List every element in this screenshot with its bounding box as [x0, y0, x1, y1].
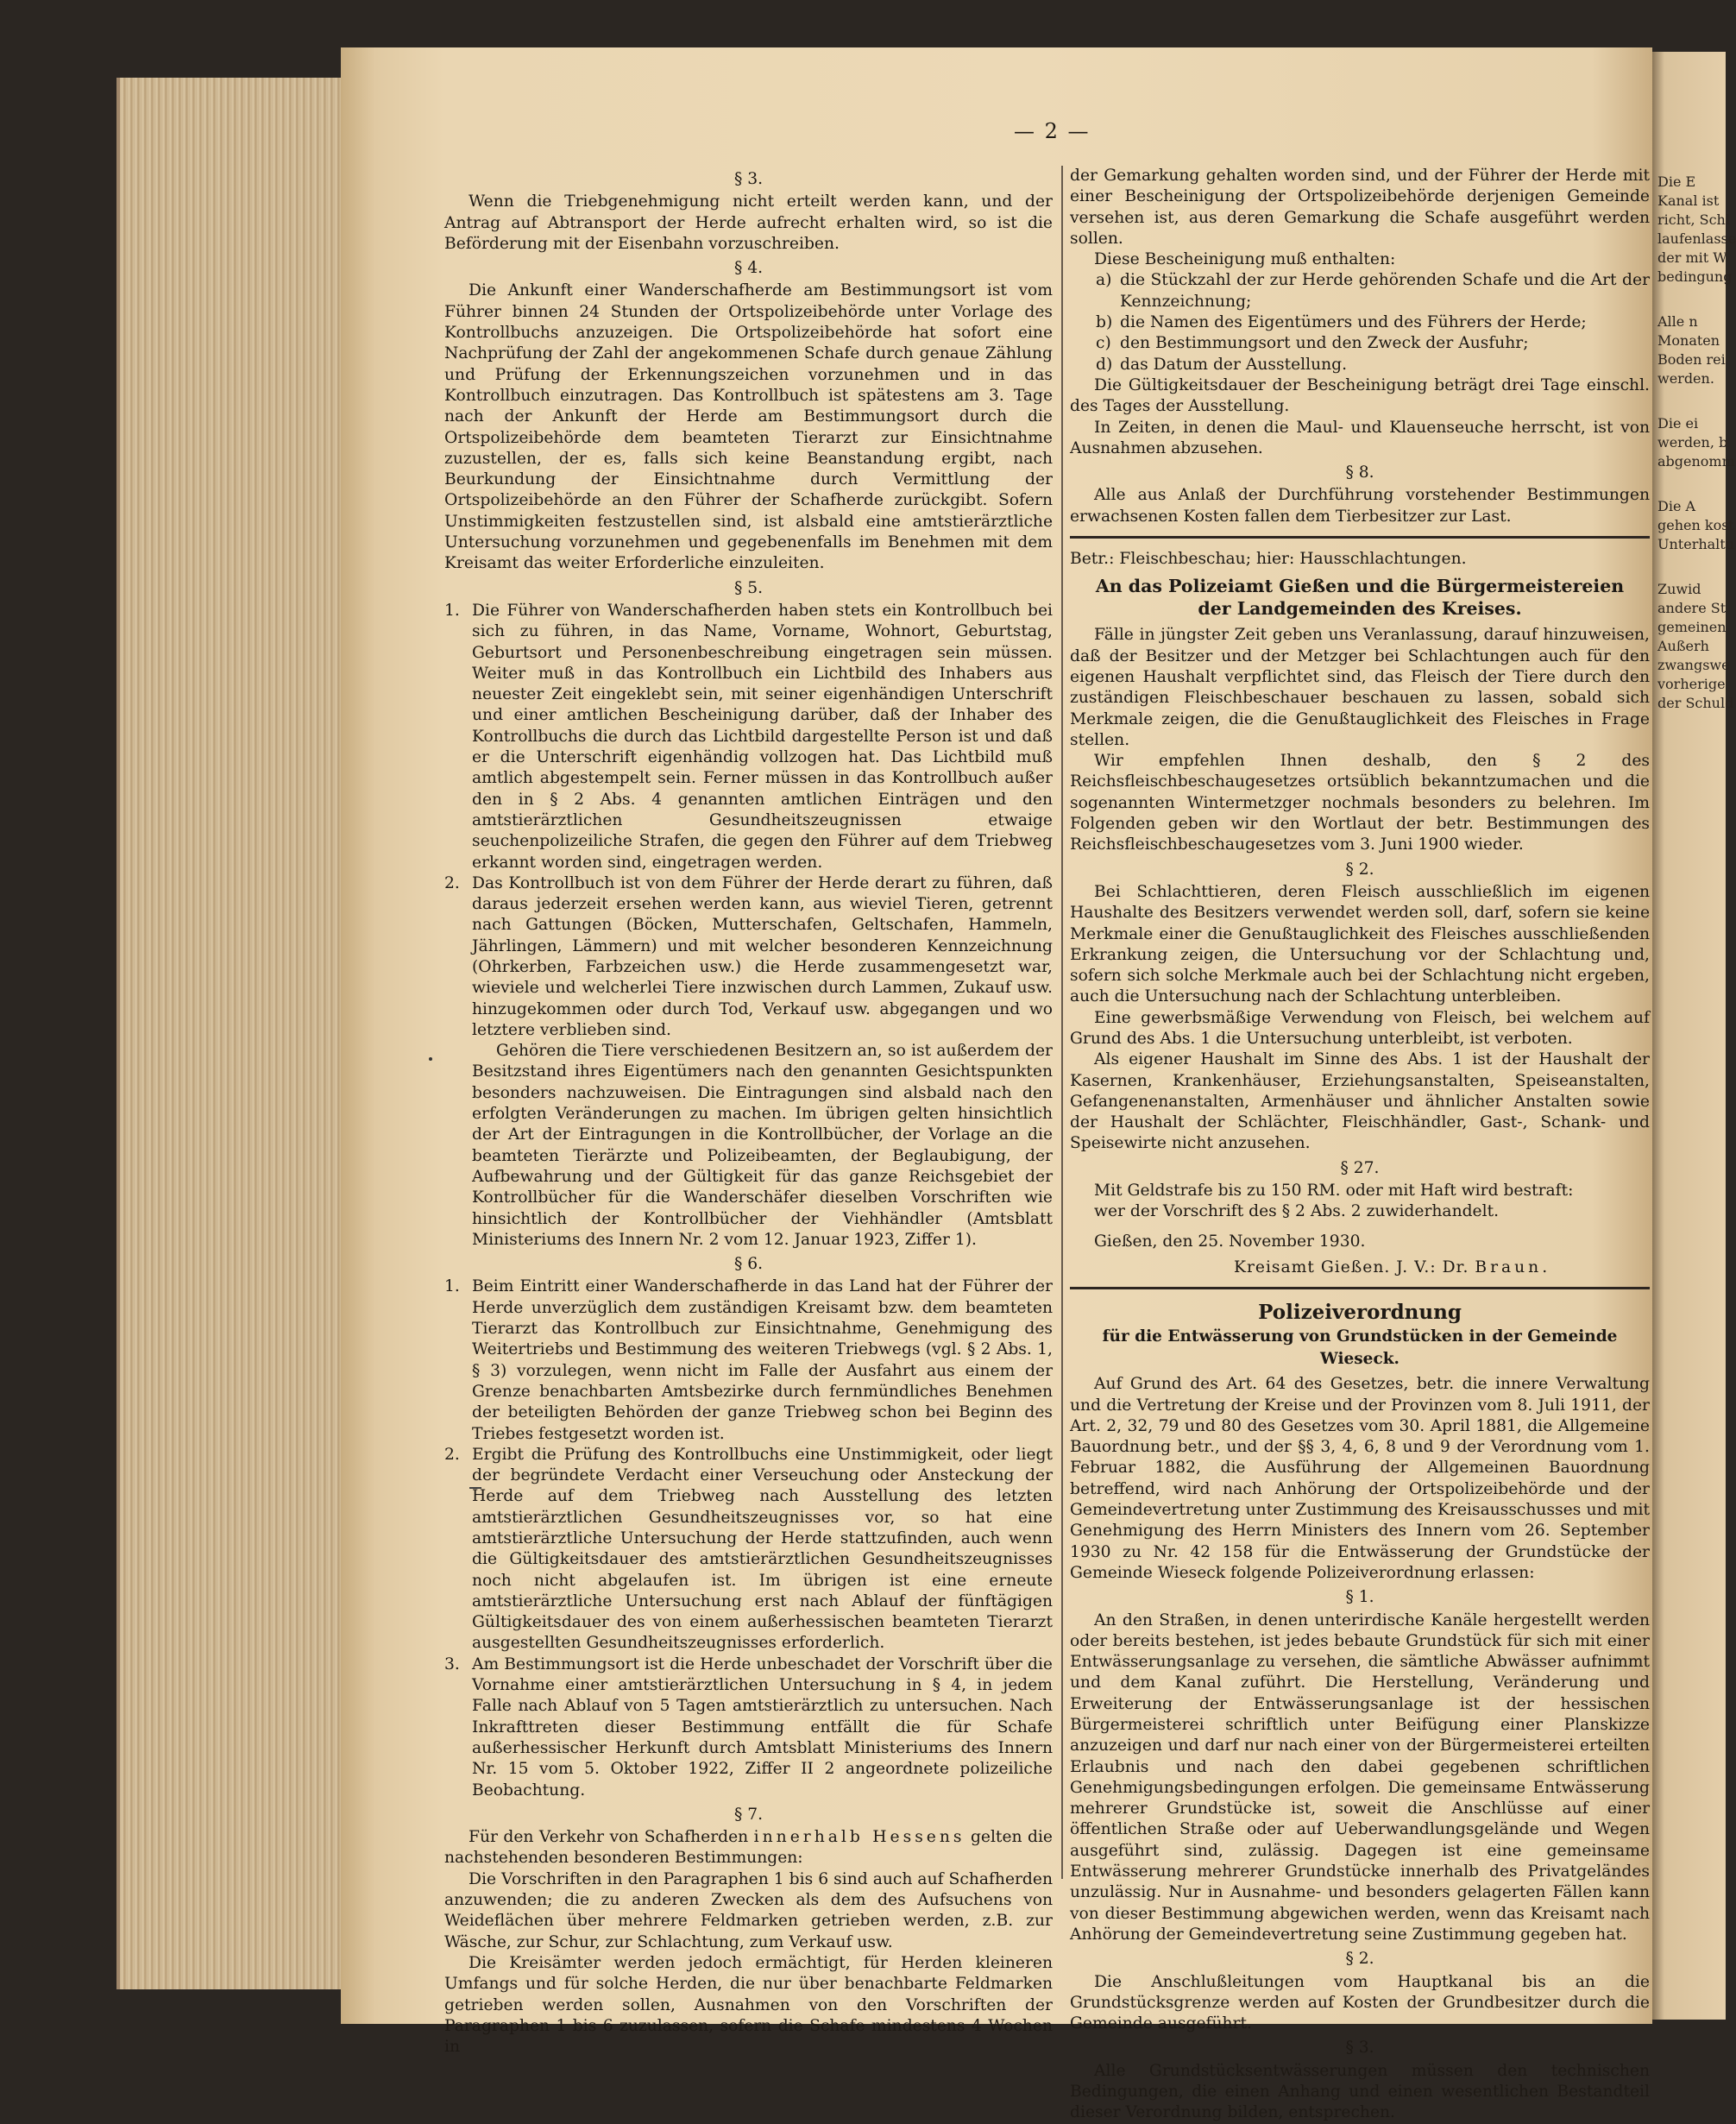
item-text: Gehören die Tiere verschiedenen Besitzern an, so ist außerdem der Besitzstand ihres Eigentümers nach den genannten Gesichtspunkten besonders nachzuweisen. Die Eintragungen sind alsbald nach den erfolgten Veränderungen zu machen. Im übrigen gelten hinsichtlich der Art der Eintragungen in die Kontrollbücher, der Vorlage an die beamteten Tierärzte und Polizeibeamten, der Beglaubigung, der Aufbewahrung und der Gültigkeit für das ganze Reichsgebiet der Kontrollbücher für die Wanderschäfer dieselben Vorschriften wie hinsichtlich der Kontrollbücher der Viehhändler (Amtsblatt Ministeriums des Innern Nr. 2 vom 12. Januar 1923, Ziffer 1). — [472, 1042, 1053, 1249]
paragraph: wer der Vorschrift des § 2 Abs. 2 zuwiderhandelt. — [1094, 1202, 1500, 1221]
next-page-line: vorherige — [1657, 676, 1726, 692]
next-page-gap — [1652, 287, 1726, 312]
numbered-item — [444, 1445, 1053, 1654]
numbered-item — [444, 601, 1053, 873]
section-heading: § 1. — [1345, 1588, 1374, 1607]
next-page-line: andere St — [1657, 600, 1727, 616]
item-number: 1. — [444, 601, 460, 620]
next-page-text — [1652, 52, 1736, 713]
list-text: das Datum der Ausstellung. — [1120, 355, 1348, 374]
list-letter: d) — [1096, 355, 1113, 374]
text-span: Für den Verkehr von Schafherden — [469, 1828, 749, 1847]
paragraph: Eine gewerbsmäßige Verwendung von Fleisch, bei welchem auf Grund des Abs. 1 die Untersuchung unterbleibt, ist verboten. — [1070, 1008, 1650, 1048]
next-page-line: werden. — [1657, 370, 1714, 387]
paragraph: Bei Schlachttieren, deren Fleisch ausschließlich im eigenen Haushalte des Besitzers verwendet werden soll, darf, sofern sie keine Merkmale einer die Genußtauglichkeit des Fleisches ausschließenden Erkrankung zeigen, die Untersuchung vor der Schlachtung und, sofern sich solche Merkmale auch bei der Schlachtung nicht ergeben, auch die Untersuchung nach der Schlachtung unterbleiben. — [1070, 882, 1650, 1006]
left-column — [444, 166, 1053, 2058]
paragraph: Die Kreisämter werden jedoch ermächtigt, für Herden kleineren Umfangs und für solche Herden, die nur über benachbarte Feldmarken getrieben werden sollen, Ausnahmen von den Vorschriften der Paragraphen 1 bis 6 zuzulassen, sofern die Schafe mindestens 4 Wochen in — [444, 1953, 1053, 2057]
list-text: die Namen des Eigentümers und des Führers der Herde; — [1120, 313, 1587, 332]
paragraph: Auf Grund des Art. 64 des Gesetzes, betr. die innere Verwaltung und die Vertretung der Kreise und der Provinzen vom 8. Juli 1911, der Art. 2, 32, 79 und 80 des Gesetzes vom 30. April 1881, die Allgemeine Bauordnung betr., und der §§ 3, 4, 6, 8 und 9 der Verordnung vom 1. Februar 1882, die Ausführung der Allgemeinen Bauordnung betreffend, wird nach Anhörung der Ortspolizeibehörde und der Gemeindevertretung unter Zustimmung des Kreisausschusses und mit Genehmigung des Herrn Ministers des Innern vom 26. September 1930 zu Nr. 42 158 für die Entwässerung der Grundstücke der Gemeinde Wieseck folgende Polizeiverordnung erlassen: — [1070, 1375, 1650, 1582]
next-page-line: Außerh — [1657, 638, 1709, 654]
section-heading: § 3. — [733, 170, 764, 188]
horizontal-rule — [1070, 1287, 1650, 1289]
paragraph: Die Vorschriften in den Paragraphen 1 bis 6 sind auch auf Schafherden anzuwenden; die zu anderen Zwecken als dem des Aufsuchens von Weideflächen über mehrere Feldmarken getrieben werden, z.B. zur Wäsche, zur Schur, zur Schlachtung, zum Verkauf usw. — [444, 1869, 1053, 1951]
next-page-gap — [1652, 471, 1726, 497]
next-page-line: Die A — [1657, 498, 1696, 514]
section-heading: § 27. — [1340, 1158, 1380, 1177]
text-span: gelten die nachstehenden besonderen Bestimmungen: — [444, 1828, 1053, 1868]
column-divider — [1061, 166, 1063, 1879]
item-text: Am Bestimmungsort ist die Herde unbeschadet der Vorschrift über die Vornahme einer amtstierärztlichen Untersuchung in § 4, in jedem Falle nach Ablauf von 5 Tagen amtstierärztlich zu untersuchen. Nach Inkrafttreten dieser Bestimmung entfällt die für Schafe außerhessischer Herkunft durch Amtsblatt Ministeriums des Innern Nr. 15 vom 5. Oktober 1922, Ziffer II 2 angeordnete polizeiliche Beobachtung. — [472, 1654, 1053, 1799]
item-number: 1. — [444, 1277, 460, 1296]
signature-name: Braun. — [1475, 1257, 1551, 1276]
ordinance-title: Polizeiverordnung — [1258, 1301, 1462, 1325]
address-heading: An das Polizeiamt Gießen und die Bürgermeistereien — [1095, 576, 1625, 597]
paragraph: Die Ankunft einer Wanderschafherde am Bestimmungsort ist vom Führer binnen 24 Stunden der Ortspolizeibehörde unter Vorlage des Kontrollbuchs anzuzeigen. Die Ortspolizeibehörde hat sofort eine Nachprüfung der Zahl der angekommenen Schafe durch genaue Zählung und Prüfung der Erkennungszeichen vorzunehmen und in das Kontrollbuch einzutragen. Das Kontrollbuch ist spätestens am 3. Tage nach der Ankunft der Herde am Bestimmungsort durch die Ortspolizeibehörde dem beamteten Tierarzt zur Einsichtnahme zuzustellen, der es, falls sich keine Beanstandung ergibt, nach Beurkundung der Einsichtnahme durch Vermittlung der Ortspolizeibehörde an den Führer der Schafherde zurückgibt. Sofern Unstimmigkeiten festzustellen sind, ist alsbald eine amtstierärztliche Untersuchung vorzunehmen und gegebenenfalls im Benehmen mit dem Kreisamt das weiter Erforderliche einzuleiten. — [444, 281, 1053, 573]
book-page-edges — [116, 78, 344, 1989]
item-number: 2. — [444, 873, 460, 892]
list-item — [1070, 355, 1650, 375]
signature-line — [1234, 1257, 1650, 1278]
subject-line: Betr.: Fleischbeschau; hier: Hausschlachtungen. — [1070, 550, 1467, 569]
paragraph: Die Anschlußleitungen vom Hauptkanal bis an die Grundstücksgrenze werden auf Kosten der Grundbesitzer durch die Gemeinde ausgeführt. — [1070, 1972, 1650, 2033]
paragraph: der Gemarkung gehalten worden sind, und der Führer der Herde mit einer Bescheinigung der Ortspolizeibehörde derjenigen Gemeinde versehen ist, aus deren Gemarkung die Schafe ausgeführt werden sollen. — [1070, 167, 1650, 248]
list-letter: c) — [1096, 334, 1111, 353]
next-page-line: Monaten — [1657, 332, 1720, 349]
paragraph: Fälle in jüngster Zeit geben uns Veranlassung, darauf hinzuweisen, daß der Besitzer und der Metzger bei Schlachtungen auch für den eigenen Haushalt verpflichtet sind, das Fleisch der Tiere durch den zuständigen Fleischbeschauer beschauen zu lassen, sobald sich Merkmale zeigen, die die Genußtauglichkeit des Fleisches in Frage stellen. — [1070, 626, 1650, 749]
ink-dot — [429, 1057, 432, 1061]
numbered-item — [444, 1654, 1053, 1801]
address-heading: der Landgemeinden des Kreises. — [1198, 598, 1522, 620]
next-page-line: Zuwid — [1657, 581, 1701, 597]
next-page-gap — [1652, 388, 1726, 414]
list-item — [1070, 312, 1650, 333]
section-heading: § 4. — [733, 259, 764, 278]
list-item — [1070, 333, 1650, 354]
next-page-line: gemeinen — [1657, 619, 1727, 635]
numbered-item — [444, 873, 1053, 1251]
list-text: den Bestimmungsort und den Zweck der Ausfuhr; — [1120, 334, 1529, 353]
paragraph: Diese Bescheinigung muß enthalten: — [1094, 250, 1396, 269]
ordinance-subtitle: für die Entwässerung von Grundstücken in der Gemeinde Wieseck. — [1102, 1327, 1618, 1369]
list-text: die Stückzahl der zur Herde gehörenden Schafe und die Art der Kennzeichnung; — [1120, 271, 1650, 311]
item-text: Das Kontrollbuch ist von dem Führer der Herde derart zu führen, daß daraus jederzeit ersehen werden kann, aus wieviel Tieren, getrennt nach Gattungen (Böcken, Mutterschafen, Geltschafen, Hammeln, Jährlingen, Lämmern) und mit welcher besonderen Kennzeichnung (Ohrkerben, Farbzeichen usw.) die Herde zusammengesetzt war, wieviele und welcherlei Tiere inzwischen durch Lammen, Zukauf usw. hinzugekommen oder durch Tod, Verkauf usw. abgegangen und wo letztere verblieben sind. — [472, 873, 1053, 1039]
paragraph: Mit Geldstrafe bis zu 150 RM. oder mit Haft wird bestraft: — [1094, 1182, 1574, 1201]
section-heading: § 8. — [1345, 463, 1374, 482]
next-page-line: Die ei — [1657, 415, 1699, 432]
next-page-line: Die E — [1657, 173, 1696, 190]
paragraph: Alle aus Anlaß der Durchführung vorstehender Bestimmungen erwachsenen Kosten fallen dem Tierbesitzer zur Last. — [1070, 486, 1650, 526]
list-letter: a) — [1096, 271, 1112, 290]
next-page-line: gehen kost — [1657, 517, 1734, 533]
section-heading: § 2. — [1345, 1950, 1374, 1969]
next-page-line: Boden rei — [1657, 351, 1726, 368]
item-text: Beim Eintritt einer Wanderschafherde in das Land hat der Führer der Herde unverzüglich dem zuständigen Kreisamt bzw. dem beamteten Tierarzt das Kontrollbuch zur Einsichtnahme, Genehmigung des Weitertriebs und Bestimmung des weiteren Triebwegs (vgl. § 2 Abs. 1, § 3) vorzulegen, wenn nicht im Falle der Ausfahrt aus einem der Grenze benachbarten Amtsbezirke durch fernmündliches Benehmen der beteiligten Behörden der ganze Triebweg schon bei Beginn des Triebes festgesetzt worden ist. — [472, 1277, 1053, 1443]
signature-office: Kreisamt Gießen. J. V.: Dr. — [1234, 1257, 1469, 1276]
next-page-line: laufenlasse — [1657, 230, 1736, 247]
next-page-line: Unterhaltu — [1657, 536, 1735, 552]
section-heading: § 3. — [1345, 2039, 1374, 2058]
list-letter: b) — [1096, 313, 1113, 332]
section-heading: § 2. — [1345, 860, 1374, 879]
item-text: Ergibt die Prüfung des Kontrollbuchs eine Unstimmigkeit, oder liegt der begründete Verdacht einer Verseuchung oder Ansteckung der Herde auf dem Triebweg nach Ausstellung des letzten amtstierärztlichen Gesundheitszeugnisses vor, so hat eine amtstierärztliche Untersuchung der Herde stattzufinden, auch wenn die Gültigkeitsdauer des amtstierärztlichen Gesundheitszeugnisses noch nicht abgelaufen ist. Im übrigen ist eine erneute amtstierärztliche Untersuchung erst nach Ablauf der fünftägigen Gültigkeitsdauer des von einem außerhessischen beamteten Tierarzt ausgestellten Gesundheitszeugnisses erforderlich. — [472, 1445, 1053, 1653]
section-heading: § 6. — [733, 1255, 764, 1274]
numbered-item — [444, 1276, 1053, 1444]
next-page-line: werden, b — [1657, 434, 1728, 451]
next-page-line: der Schuld — [1657, 695, 1734, 711]
next-page-line: Alle n — [1657, 313, 1698, 330]
list-item — [1070, 270, 1650, 312]
next-page-line: zwangswe — [1657, 657, 1730, 673]
item-number: 3. — [444, 1654, 460, 1673]
next-page-gap — [1652, 554, 1726, 580]
next-page-line: Kanal ist — [1657, 192, 1720, 209]
page-number: — 2 — — [1014, 119, 1091, 143]
next-page-line: bedingung — [1657, 268, 1733, 285]
emphasized-text: innerhalb Hessens — [753, 1828, 965, 1847]
horizontal-rule — [1070, 536, 1650, 539]
paragraph: Die Gültigkeitsdauer der Bescheinigung beträgt drei Tage einschl. des Tages der Ausstellung. — [1070, 375, 1650, 416]
paragraph: Wenn die Triebgenehmigung nicht erteilt werden kann, und der Antrag auf Abtransport der Herde aufrecht erhalten wird, so ist die Beförderung mit der Eisenbahn vorzuschreiben. — [444, 192, 1053, 253]
paragraph: An den Straßen, in denen unterirdische Kanäle hergestellt werden oder bereits bestehen, ist jedes bebaute Grundstück für sich mit einer Entwässerungsanlage zu versehen, die sämtliche Abwässer aufnimmt und dem Kanal zuführt. Die Herstellung, Veränderung und Erweiterung der Entwässerungsanlage ist der hessischen Bürgermeisterei schriftlich unter Beifügung einer Planskizze anzuzeigen und darf nur nach einer von der Bürgermeisterei erteilten Erlaubnis und nach den dabei gegebenen schriftlichen Genehmigungsbedingungen erfolgen. Die gemeinsame Entwässerung mehrerer Grundstücke ist, soweit die Anschlüsse auf einer öffentlichen Straße oder auf Ueberwandlungsgelände und Wegen ausgeführt sind, zulässig. Dagegen ist eine gemeinsame Entwässerung mehrerer Grundstücke innerhalb des Privatgeländes unzulässig. Nur in Ausnahme- und besonders gelagerten Fällen kann von dieser Bestimmung abgewichen werden, wenn das Kreisamt nach Anhörung der Gemeindevertretung seine Zustimmung gegeben hat. — [1070, 1610, 1650, 1944]
paragraph — [444, 1827, 1053, 1869]
paragraph: Wir empfehlen Ihnen deshalb, den § 2 des Reichsfleischbeschaugesetzes ortsüblich bekanntzumachen und die sogenannten Wintermetzger nochmals besonders zu belehren. Im Folgenden geben wir den Wortlaut der betr. Bestimmungen des Reichsfleischbeschaugesetzes vom 3. Juni 1900 wieder. — [1070, 752, 1650, 854]
paragraph: Alle Grundstücksentwässerungen müssen den technischen Bedingungen, die einen Anhang und einen wesentlichen Bestandteil dieser Verordnung bilden, entsprechen. — [1070, 2061, 1650, 2122]
paragraph: Als eigener Haushalt im Sinne des Abs. 1 ist der Haushalt der Kasernen, Krankenhäuser, Erziehungsanstalten, Speiseanstalten, Gefangenenanstalten, Armenhäuser und ähnlicher Anstalten sowie der Haushalt der Schlächter, Fleischhändler, Gast-, Schank- und Speisewirte nicht anzusehen. — [1070, 1050, 1650, 1153]
next-page-line: richt, Schl — [1657, 211, 1730, 228]
item-text: Die Führer von Wanderschafherden haben stets ein Kontrollbuch bei sich zu führen, in das Name, Vorname, Wohnort, Geburtstag, Geburtsort und Personenbeschreibung eingetragen sein müssen. Weiter muß in das Kontrollbuch ein Lichtbild des Inhabers aus neuester Zeit eingeklebt sein, mit seiner eigenhändigen Unterschrift und einer amtlichen Bescheinigung darüber, daß der Inhaber des Kontrollbuchs die durch das Lichtbild dargestellte Person ist und daß er die Unterschrift eigenhändig vollzogen hat. Das Lichtbild muß amtlich abgestempelt sein. Ferner müssen in das Kontrollbuch außer den in § 2 Abs. 4 genannten amtlichen Einträgen und den amtstierärztlichen Gesundheitszeugnissen etwaige seuchenpolizeiliche Strafen, die gegen den Führer auf dem Triebweg erkannt worden sind, eingetragen werden. — [472, 601, 1053, 872]
next-page-strip — [1652, 52, 1736, 2020]
paragraph: In Zeiten, in denen die Maul- und Klauenseuche herrscht, ist von Ausnahmen abzusehen. — [1070, 418, 1650, 457]
item-number: 2. — [444, 1445, 460, 1464]
next-page-line: der mit W — [1657, 249, 1727, 266]
date-line: Gießen, den 25. November 1930. — [1094, 1232, 1366, 1251]
section-heading: § 5. — [733, 578, 764, 597]
next-page-line: abgenomm — [1657, 453, 1735, 470]
section-heading: § 7. — [733, 1805, 764, 1824]
right-column — [1070, 166, 1650, 2124]
